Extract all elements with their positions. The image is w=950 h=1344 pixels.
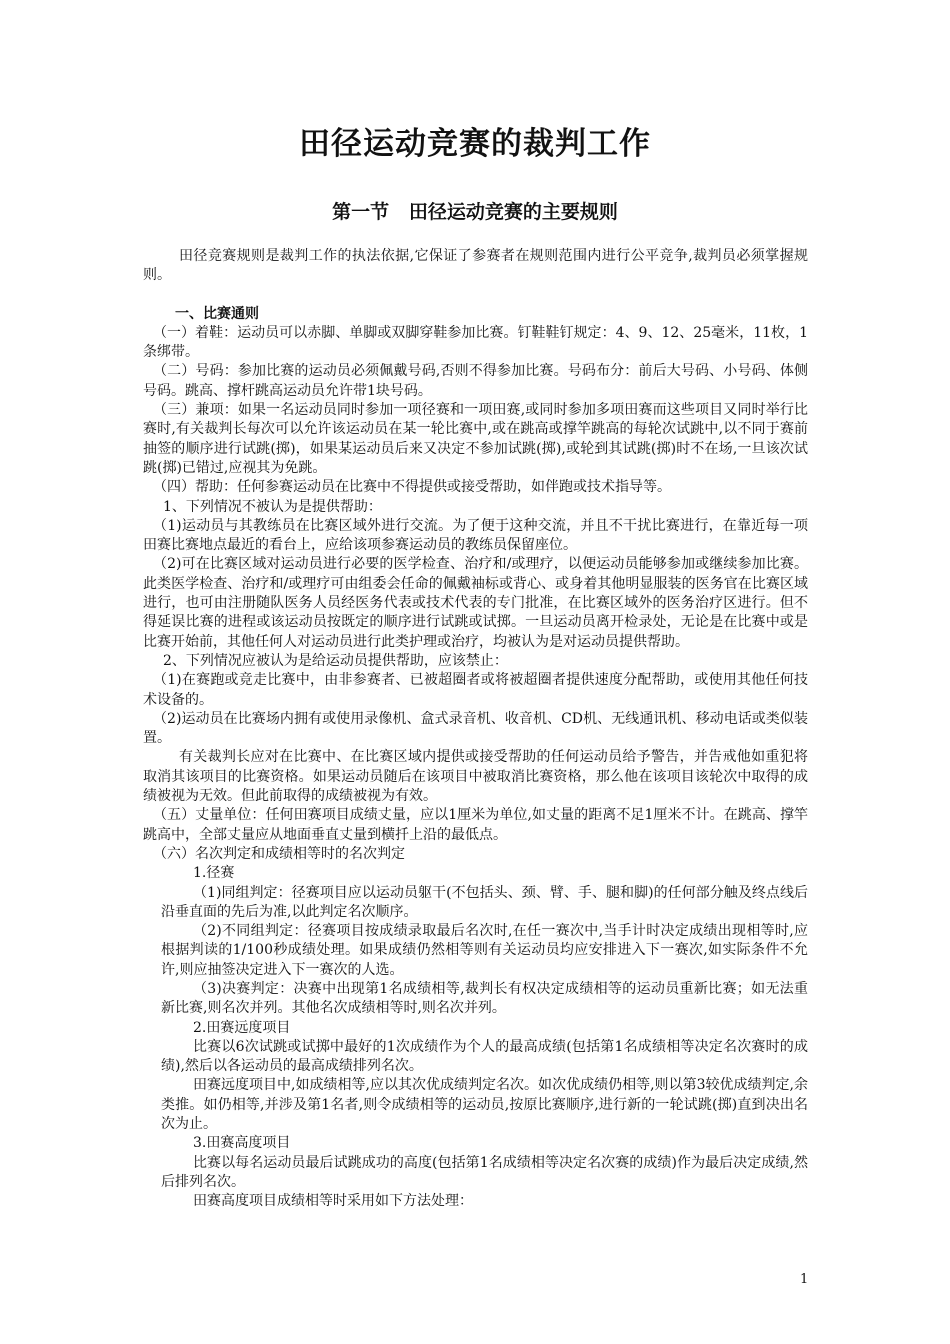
paragraph: 1、下列情况不被认为是提供帮助：: [163, 498, 382, 515]
spacer: [143, 286, 808, 305]
paragraph: 比赛以每名运动员最后试跳成功的高度(包括第1名成绩相等决定名次赛的成绩)作为最后决定成绩,然后排列名次。: [161, 1154, 808, 1190]
paragraph: 田赛高度项目成绩相等时采用如下方法处理：: [193, 1193, 473, 1210]
document-title: 田径运动竞赛的裁判工作: [299, 126, 651, 162]
intro-paragraph: 田径竞赛规则是裁判工作的执法依据,它保证了参赛者在规则范围内进行公平竞争,裁判员必须掌握规则。: [143, 248, 808, 284]
subheading-field-distance: 2.田赛远度项目: [193, 1019, 291, 1036]
heading-general-rules: 一、比赛通则: [175, 305, 259, 322]
paragraph: （一）着鞋：运动员可以赤脚、单脚或双脚穿鞋参加比赛。钉鞋鞋钉规定：4、9、12、25毫米，11枚，1条绑带。: [143, 324, 808, 361]
sub-section: [143, 864, 808, 1211]
paragraph: 比赛以6次试跳或试掷中最好的1次成绩作为个人的最高成绩(包括第1名成绩相等决定名次赛时的成绩),然后以各运动员的最高成绩排列名次。: [161, 1038, 808, 1075]
paragraph: （1)运动员与其教练员在比赛区域外进行交流。为了便于这种交流，并且不干扰比赛进行，在靠近每一项田赛比赛地点最近的看台上，应给该项参赛运动员的教练员保留座位。: [143, 517, 808, 554]
paragraph: （五）丈量单位：任何田赛项目成绩丈量，应以1厘米为单位,如丈量的距离不足1厘米不计。在跳高、撑竿跳高中，全部丈量应从地面垂直丈量到横扦上沿的最低点。: [143, 807, 808, 843]
paragraph: （1)同组判定：径赛项目应以运动员躯干(不包括头、颈、臂、手、腿和脚)的任何部分触及终点线后沿垂直面的先后为准,以此判定名次顺序。: [161, 884, 808, 920]
paragraph: （3)决赛判定：决赛中出现第1名成绩相等,裁判长有权决定成绩相等的运动员重新比赛；如无法重新比赛,则名次并列。其他名次成绩相等时,则名次并列。: [161, 980, 808, 1017]
paragraph: （2)不同组判定：径赛项目按成绩录取最后名次时,在任一赛次中,当手计时决定成绩出现相等时,应根据判读的1/100秒成绩处理。如果成绩仍然相等则有关运动员均应安排进入下一赛次,如实际条件不允许,则应抽签决定进入下一赛次的人选。: [161, 923, 808, 978]
page-number: 1: [800, 1272, 809, 1287]
paragraph: （1)在赛跑或竞走比赛中，由非参赛者、已被超圈者或将被超圈者提供速度分配帮助，或使用其他任何技术设备的。: [143, 672, 808, 708]
paragraph: （2)运动员在比赛场内拥有或使用录像机、盒式录音机、收音机、CD机、无线通讯机、移动电话或类似装置。: [143, 710, 808, 747]
paragraph: （六）名次判定和成绩相等时的名次判定: [153, 845, 405, 862]
paragraph: （三）兼项：如果一名运动员同时参加一项径赛和一项田赛,或同时参加多项田赛而这些项目又同时举行比赛时,有关裁判长每次可以允许该运动员在某一轮比赛中,或在跳高或撑竿跳高的每轮次试跳中,以不同于赛前抽签的顺序进行试跳(掷)，如果某运动员后来又决定不参加试跳(掷),或轮到其试跳(掷)时不在场,一旦该次试跳(掷)已错过,应视其为免跳。: [143, 402, 808, 476]
section-title: 第一节 田径运动竞赛的主要规则: [332, 201, 618, 223]
paragraph: 有关裁判长应对在比赛中、在比赛区域内提供或接受帮助的任何运动员给予警告，并告戒他如重犯将取消其该项目的比赛资格。如果运动员随后在该项目中被取消比赛资格，那么他在该项目该轮次中取得的成绩被视为无效。但此前取得的成绩被视为有效。: [143, 749, 808, 805]
paragraph: 田赛远度项目中,如成绩相等,应以其次优成绩判定名次。如次优成绩仍相等,则以第3较优成绩判定,余类推。如仍相等,并涉及第1名者,则令成绩相等的运动员,按原比赛顺序,进行新的一轮试跳(掷)直到决出名次为止。: [161, 1077, 808, 1133]
paragraph: （四）帮助：任何参赛运动员在比赛中不得提供或接受帮助，如伴跑或技术指导等。: [153, 479, 671, 496]
document-body: [143, 247, 808, 1212]
paragraph: （二）号码：参加比赛的运动员必须佩戴号码,否则不得参加比赛。号码布分：前后大号码、小号码、体侧号码。跳高、撑杆跳高运动员允许带1块号码。: [143, 363, 808, 399]
paragraph: 2、下列情况应被认为是给运动员提供帮助，应该禁止：: [163, 652, 508, 669]
paragraph: （2)可在比赛区域对运动员进行必要的医学检查、治疗和/或理疗，以便运动员能够参加或继续参加比赛。此类医学检查、治疗和/或理疗可由组委会任命的佩戴袖标或背心、或身着其他明显服装的医务官在比赛区域进行，也可由注册随队医务人员经医务代表或技术代表的专门批准，在比赛区域外的医务治疗区进行。但不得延误比赛的进程或该运动员按既定的顺序进行试跳或试掷。一旦运动员离开检录处，无论是在比赛中或是比赛开始前，其他任何人对运动员进行此类护理或治疗，均被认为是对运动员提供帮助。: [143, 556, 808, 650]
subheading-track: 1.径赛: [193, 865, 235, 882]
subheading-field-height: 3.田赛高度项目: [193, 1135, 291, 1152]
